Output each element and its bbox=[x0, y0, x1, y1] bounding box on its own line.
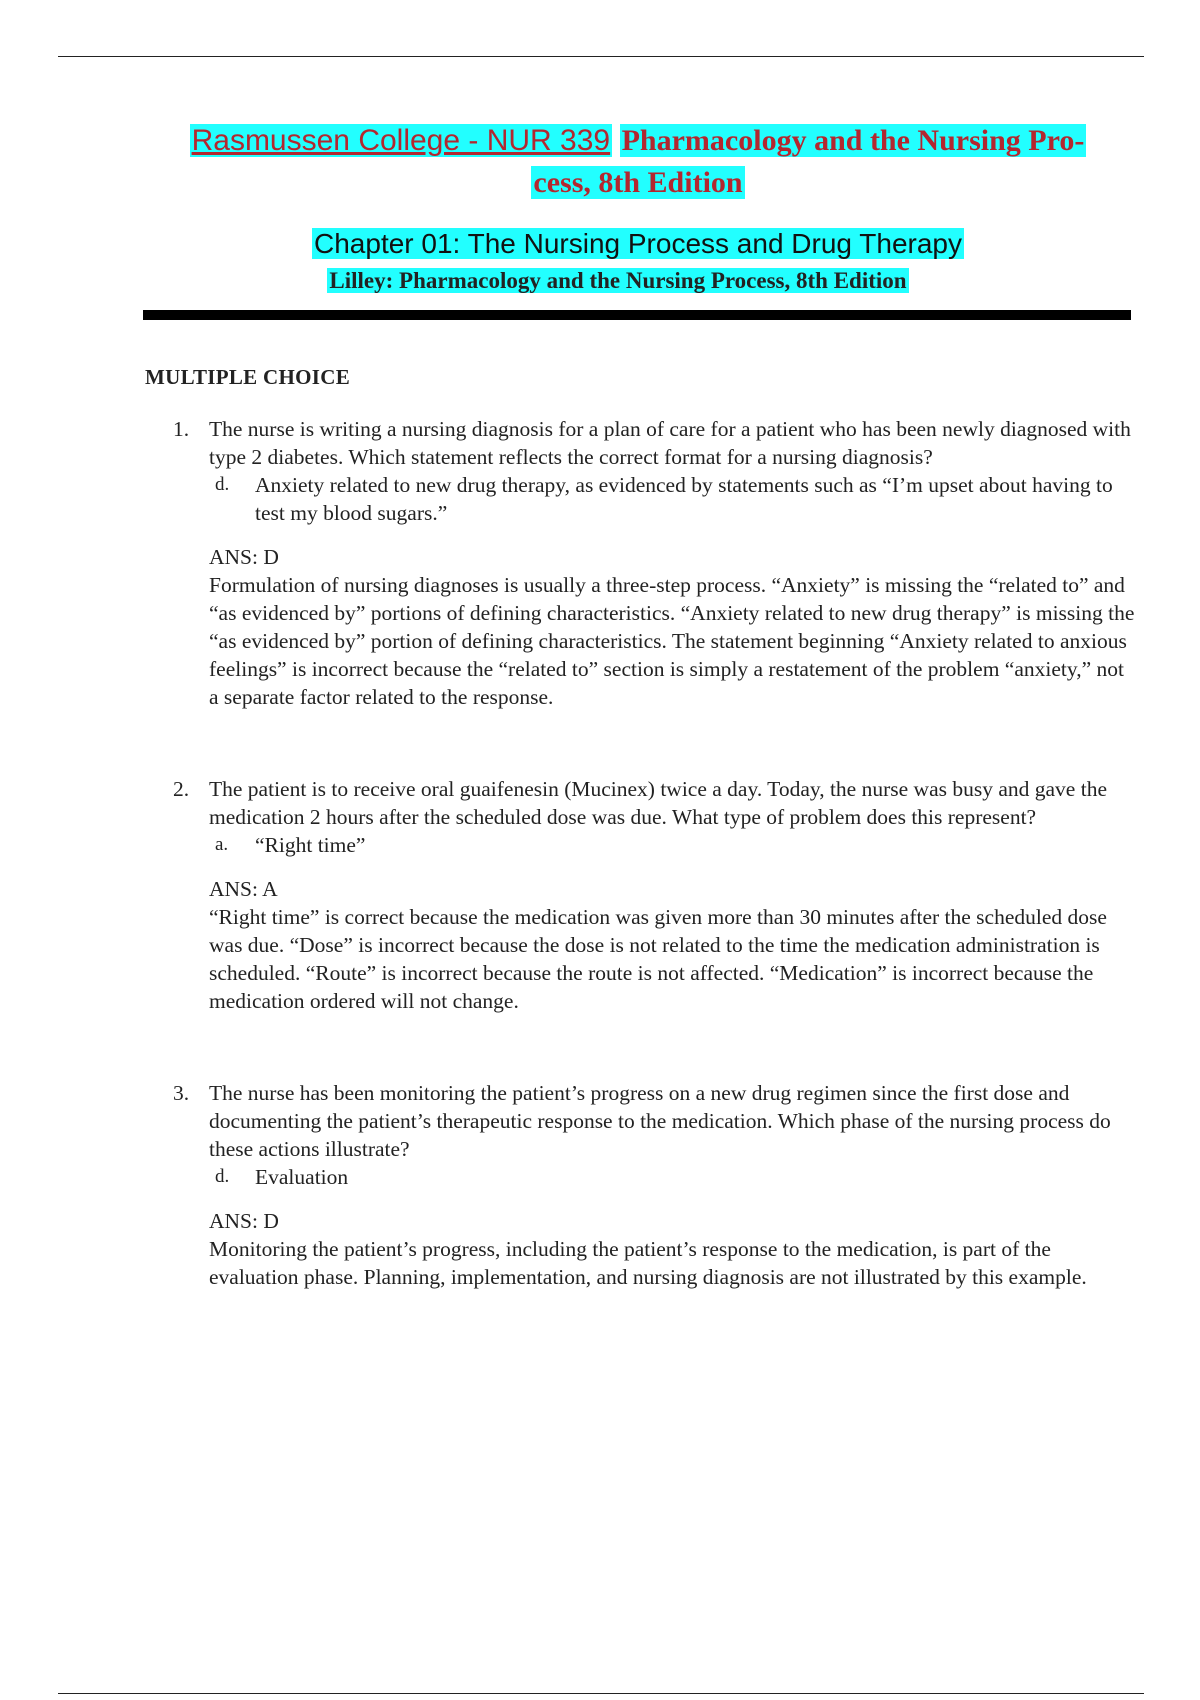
answer-block bbox=[209, 875, 1135, 1015]
question-number: 1. bbox=[173, 417, 190, 441]
bottom-page-rule bbox=[58, 1693, 1144, 1694]
answer-block bbox=[209, 1207, 1135, 1291]
author-line bbox=[123, 266, 1113, 296]
question-1 bbox=[145, 415, 1135, 711]
question-text: The nurse has been monitoring the patient’s progress on a new drug regimen since the first dose and documenting the patient’s therapeutic response to the medication. Which phase of the nursing process do these actions illustrate? bbox=[209, 1081, 1111, 1161]
option-letter: a. bbox=[215, 834, 229, 855]
header-divider bbox=[143, 310, 1131, 320]
course-title bbox=[143, 120, 1133, 204]
question-text: The nurse is writing a nursing diagnosis for a plan of care for a patient who has been newly diagnosed with type 2 diabetes. Which statement reflects the correct format for a nursing diagnosis? bbox=[209, 417, 1131, 469]
book-title-part2: cess, 8th Edition bbox=[533, 166, 743, 199]
top-page-rule bbox=[58, 56, 1144, 57]
question-number: 2. bbox=[173, 777, 190, 801]
question-list bbox=[145, 415, 1135, 1291]
answer-option bbox=[215, 831, 1135, 859]
answer-key: ANS: D bbox=[209, 1209, 279, 1233]
answer-key: ANS: A bbox=[209, 877, 278, 901]
question-text: The patient is to receive oral guaifenesin (Mucinex) twice a day. Today, the nurse was busy and gave the medication 2 hours after the scheduled dose was due. What type of problem does this represent? bbox=[209, 777, 1107, 829]
option-text: “Right time” bbox=[255, 833, 366, 857]
book-title-part1: Pharmacology and the Nursing Pro- bbox=[621, 124, 1085, 157]
section-heading: MULTIPLE CHOICE bbox=[145, 365, 351, 389]
answer-rationale: Formulation of nursing diagnoses is usually a three-step process. “Anxiety” is missing the “related to” and “as evidenced by” portions of defining characteristics. “Anxiety related to new drug therapy” is missing the “as evidenced by” portion of defining characteristics. The statement beginning “Anxiety related to anxious feelings” is incorrect because the “related to” section is simply a restatement of the problem “anxiety,” not a separate factor related to the response. bbox=[209, 573, 1135, 709]
option-text: Evaluation bbox=[255, 1165, 349, 1189]
question-3 bbox=[145, 1079, 1135, 1291]
college-course-label: Rasmussen College - NUR 339 bbox=[191, 124, 611, 157]
answer-rationale: “Right time” is correct because the medication was given more than 30 minutes after the scheduled dose was due. “Dose” is incorrect because the dose is not related to the time the medication administration is scheduled. “Route” is incorrect because the route is not affected. “Medication” is incorrect because the medication ordered will not change. bbox=[209, 905, 1107, 1013]
answer-option bbox=[215, 471, 1135, 527]
document-header bbox=[143, 120, 1133, 296]
answer-rationale: Monitoring the patient’s progress, including the patient’s response to the medication, is part of the evaluation phase. Planning, implementation, and nursing diagnosis are not illustrated by this example. bbox=[209, 1237, 1087, 1289]
option-text: Anxiety related to new drug therapy, as evidenced by statements such as “I’m upset about having to test my blood sugars.” bbox=[255, 473, 1113, 525]
question-number: 3. bbox=[173, 1081, 190, 1105]
author-line-text: Lilley: Pharmacology and the Nursing Process, 8th Edition bbox=[329, 268, 907, 293]
answer-block bbox=[209, 543, 1135, 711]
chapter-title bbox=[143, 226, 1133, 262]
answer-option bbox=[215, 1163, 1135, 1191]
answer-key: ANS: D bbox=[209, 545, 279, 569]
option-letter: d. bbox=[215, 1166, 230, 1187]
question-2 bbox=[145, 775, 1135, 1015]
chapter-title-text: Chapter 01: The Nursing Process and Drug Therapy bbox=[314, 228, 962, 259]
option-letter: d. bbox=[215, 474, 230, 495]
